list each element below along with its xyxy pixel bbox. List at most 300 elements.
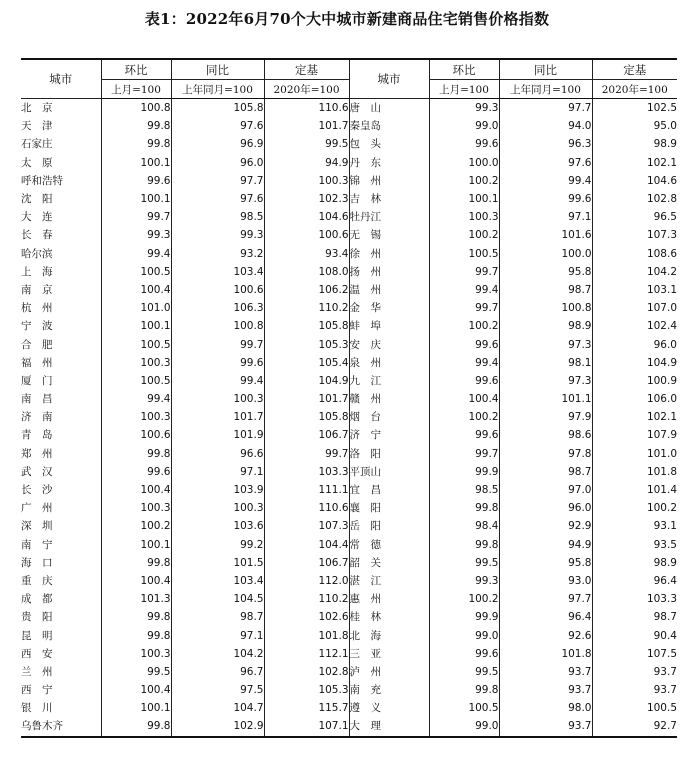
yoy-index-value: 104.2 (171, 645, 264, 663)
mom-base-label-right: 上月=100 (429, 80, 499, 99)
base-index-value: 100.9 (592, 372, 677, 390)
city-name: 襄 阳 (349, 499, 429, 517)
city-name: 宁 波 (21, 320, 53, 333)
yoy-index-value: 102.9 (171, 717, 264, 736)
city-name: 海 口 (21, 556, 53, 569)
yoy-index-value: 98.5 (171, 208, 264, 226)
table-row (21, 572, 677, 590)
table-row (21, 190, 677, 208)
table-row (21, 645, 677, 663)
mom-column-header: 环比 (101, 59, 171, 80)
base-index-value: 96.5 (592, 208, 677, 226)
city-name: 合 肥 (21, 338, 53, 351)
city-name: 厦 门 (21, 374, 53, 387)
base-index-value: 110.6 (264, 499, 349, 517)
yoy-index-value: 93.7 (499, 681, 592, 699)
mom-index-value: 100.1 (101, 699, 171, 717)
base-index-value: 100.3 (264, 172, 349, 190)
city-name: 呼和浩特 (21, 174, 63, 187)
base-index-value: 105.3 (264, 335, 349, 353)
price-index-table (21, 58, 677, 738)
yoy-index-value: 100.3 (171, 499, 264, 517)
city-name: 韶 关 (349, 554, 429, 572)
base-index-value: 107.3 (264, 517, 349, 535)
yoy-index-value: 98.7 (171, 608, 264, 626)
base-index-value: 108.0 (264, 263, 349, 281)
city-name: 温 州 (349, 281, 429, 299)
yoy-base-label: 上年同月=100 (171, 80, 264, 99)
city-name: 三 亚 (349, 645, 429, 663)
mom-index-value: 99.6 (429, 426, 499, 444)
yoy-index-value: 101.1 (499, 390, 592, 408)
mom-index-value: 99.3 (429, 99, 499, 118)
yoy-index-value: 99.4 (171, 372, 264, 390)
table-row (21, 590, 677, 608)
yoy-index-value: 97.1 (171, 463, 264, 481)
yoy-index-value: 96.6 (171, 445, 264, 463)
mom-index-value: 100.1 (101, 154, 171, 172)
yoy-index-value: 98.0 (499, 699, 592, 717)
mom-index-value: 99.4 (101, 245, 171, 263)
base-index-value: 98.9 (592, 135, 677, 153)
yoy-index-value: 99.6 (499, 190, 592, 208)
city-name: 南 宁 (21, 538, 53, 551)
city-name: 赣 州 (349, 390, 429, 408)
table-row (21, 226, 677, 244)
mom-index-value: 99.4 (429, 354, 499, 372)
base-index-value: 102.8 (264, 663, 349, 681)
yoy-base-label-right: 上年同月=100 (499, 80, 592, 99)
base-index-value: 93.4 (264, 245, 349, 263)
city-column-header-right: 城市 (349, 59, 429, 99)
base-index-value: 103.3 (264, 463, 349, 481)
table-title: 表1：2022年6月70个大中城市新建商品住宅销售价格指数 (144, 10, 550, 28)
city-name: 九 江 (349, 372, 429, 390)
city-name: 蚌 埠 (349, 317, 429, 335)
mom-index-value: 99.0 (429, 717, 499, 736)
yoy-index-value: 99.6 (171, 354, 264, 372)
city-name: 郑 州 (21, 447, 53, 460)
city-name: 南 京 (21, 283, 53, 296)
mom-index-value: 99.6 (101, 463, 171, 481)
base-index-value: 102.3 (264, 190, 349, 208)
yoy-index-value: 101.5 (171, 554, 264, 572)
yoy-index-value: 94.0 (499, 117, 592, 135)
yoy-index-value: 99.7 (171, 335, 264, 353)
table-row (21, 117, 677, 135)
mom-index-value: 100.4 (101, 572, 171, 590)
city-name: 银 川 (21, 702, 53, 715)
base-index-value: 112.1 (264, 645, 349, 663)
mom-index-value: 99.0 (429, 117, 499, 135)
city-name: 青 岛 (21, 429, 53, 442)
city-name: 金 华 (349, 299, 429, 317)
mom-index-value: 100.2 (429, 590, 499, 608)
base-index-value: 107.9 (592, 426, 677, 444)
yoy-index-value: 99.3 (171, 226, 264, 244)
yoy-index-value: 96.0 (499, 499, 592, 517)
yoy-index-value: 95.8 (499, 263, 592, 281)
city-name: 济 宁 (349, 426, 429, 444)
base-index-value: 105.3 (264, 681, 349, 699)
base-index-value: 108.6 (592, 245, 677, 263)
city-name: 成 都 (21, 593, 53, 606)
mom-index-value: 99.8 (101, 445, 171, 463)
base-column-header-right: 定基 (592, 59, 677, 80)
yoy-index-value: 96.4 (499, 608, 592, 626)
base-index-value: 100.2 (592, 499, 677, 517)
table-row (21, 699, 677, 717)
table-row (21, 408, 677, 426)
mom-index-value: 99.9 (429, 608, 499, 626)
city-name: 西 宁 (21, 684, 53, 697)
yoy-index-value: 103.4 (171, 572, 264, 590)
base-index-value: 104.6 (264, 208, 349, 226)
yoy-index-value: 98.6 (499, 426, 592, 444)
mom-index-value: 100.5 (429, 699, 499, 717)
table-row (21, 208, 677, 226)
yoy-index-value: 101.7 (171, 408, 264, 426)
city-name: 石家庄 (21, 138, 53, 151)
city-name: 兰 州 (21, 665, 53, 678)
table-row (21, 663, 677, 681)
mom-index-value: 99.4 (429, 281, 499, 299)
city-name: 杭 州 (21, 302, 53, 315)
yoy-index-value: 98.1 (499, 354, 592, 372)
base-index-value: 104.4 (264, 536, 349, 554)
table-row (21, 681, 677, 699)
mom-index-value: 100.1 (101, 317, 171, 335)
mom-index-value: 99.6 (429, 335, 499, 353)
base-index-value: 93.1 (592, 517, 677, 535)
city-name: 扬 州 (349, 263, 429, 281)
base-index-value: 102.6 (264, 608, 349, 626)
mom-index-value: 99.8 (429, 499, 499, 517)
yoy-index-value: 104.5 (171, 590, 264, 608)
mom-base-label: 上月=100 (101, 80, 171, 99)
yoy-index-value: 93.0 (499, 572, 592, 590)
mom-index-value: 100.6 (101, 426, 171, 444)
table-row (21, 517, 677, 535)
yoy-index-value: 97.5 (171, 681, 264, 699)
mom-index-value: 99.6 (429, 645, 499, 663)
yoy-index-value: 106.3 (171, 299, 264, 317)
base-index-value: 112.0 (264, 572, 349, 590)
table-body (21, 99, 677, 737)
table-row (21, 481, 677, 499)
base-index-value: 106.7 (264, 554, 349, 572)
table-row (21, 172, 677, 190)
city-name: 吉 林 (349, 190, 429, 208)
base-index-value: 98.7 (592, 608, 677, 626)
mom-index-value: 99.6 (429, 135, 499, 153)
base-index-value: 101.7 (264, 117, 349, 135)
base-index-value: 104.9 (592, 354, 677, 372)
city-name: 长 沙 (21, 484, 53, 497)
base-index-value: 100.5 (592, 699, 677, 717)
yoy-index-value: 96.9 (171, 135, 264, 153)
yoy-index-value: 103.9 (171, 481, 264, 499)
base-index-value: 102.5 (592, 99, 677, 118)
table-row (21, 299, 677, 317)
base-index-value: 96.4 (592, 572, 677, 590)
base-index-value: 107.0 (592, 299, 677, 317)
fixed-base-label: 2020年=100 (264, 80, 349, 99)
mom-index-value: 99.7 (429, 445, 499, 463)
table-row (21, 154, 677, 172)
city-name: 大 理 (349, 717, 429, 736)
yoy-column-header: 同比 (171, 59, 264, 80)
base-index-value: 101.7 (264, 390, 349, 408)
mom-index-value: 100.3 (429, 208, 499, 226)
city-name: 昆 明 (21, 629, 53, 642)
yoy-index-value: 93.7 (499, 717, 592, 736)
base-index-value: 93.7 (592, 663, 677, 681)
yoy-index-value: 101.9 (171, 426, 264, 444)
mom-index-value: 100.2 (429, 172, 499, 190)
yoy-index-value: 96.3 (499, 135, 592, 153)
base-index-value: 101.8 (264, 626, 349, 644)
city-name: 遵 义 (349, 699, 429, 717)
yoy-index-value: 101.6 (499, 226, 592, 244)
yoy-index-value: 97.3 (499, 372, 592, 390)
mom-index-value: 98.5 (429, 481, 499, 499)
base-index-value: 93.7 (592, 681, 677, 699)
yoy-index-value: 93.7 (499, 663, 592, 681)
mom-index-value: 99.5 (101, 663, 171, 681)
city-name: 牡丹江 (349, 208, 429, 226)
mom-index-value: 99.8 (101, 626, 171, 644)
yoy-index-value: 97.7 (171, 172, 264, 190)
yoy-index-value: 98.7 (499, 281, 592, 299)
mom-index-value: 100.5 (101, 335, 171, 353)
table-row (21, 99, 677, 118)
base-index-value: 105.8 (264, 408, 349, 426)
mom-index-value: 100.3 (101, 354, 171, 372)
city-name: 哈尔滨 (21, 247, 53, 260)
mom-index-value: 100.1 (101, 536, 171, 554)
mom-index-value: 100.2 (429, 408, 499, 426)
city-name: 济 南 (21, 411, 53, 424)
mom-index-value: 101.3 (101, 590, 171, 608)
table-row (21, 463, 677, 481)
table-row (21, 354, 677, 372)
yoy-index-value: 100.8 (499, 299, 592, 317)
city-name: 天 津 (21, 120, 53, 133)
mom-index-value: 100.1 (429, 190, 499, 208)
fixed-base-label-right: 2020年=100 (592, 80, 677, 99)
yoy-index-value: 92.9 (499, 517, 592, 535)
table-row (21, 372, 677, 390)
city-name: 无 锡 (349, 226, 429, 244)
yoy-index-value: 97.6 (171, 190, 264, 208)
city-name: 惠 州 (349, 590, 429, 608)
yoy-index-value: 97.6 (499, 154, 592, 172)
base-index-value: 102.4 (592, 317, 677, 335)
mom-index-value: 99.4 (101, 390, 171, 408)
table-row (21, 335, 677, 353)
city-name: 湛 江 (349, 572, 429, 590)
yoy-index-value: 100.0 (499, 245, 592, 263)
base-index-value: 95.0 (592, 117, 677, 135)
base-index-value: 99.5 (264, 135, 349, 153)
yoy-index-value: 104.7 (171, 699, 264, 717)
city-name: 秦皇岛 (349, 117, 429, 135)
city-name: 安 庆 (349, 335, 429, 353)
yoy-index-value: 92.6 (499, 626, 592, 644)
base-index-value: 104.9 (264, 372, 349, 390)
mom-index-value: 99.8 (429, 536, 499, 554)
mom-index-value: 99.8 (429, 681, 499, 699)
city-name: 重 庆 (21, 574, 53, 587)
yoy-index-value: 100.3 (171, 390, 264, 408)
city-name: 福 州 (21, 356, 53, 369)
mom-index-value: 99.0 (429, 626, 499, 644)
city-name: 上 海 (21, 265, 53, 278)
table-row (21, 626, 677, 644)
base-index-value: 106.2 (264, 281, 349, 299)
city-name: 乌鲁木齐 (21, 717, 101, 736)
yoy-index-value: 97.7 (499, 590, 592, 608)
mom-index-value: 99.3 (101, 226, 171, 244)
yoy-index-value: 103.6 (171, 517, 264, 535)
yoy-index-value: 98.9 (499, 317, 592, 335)
yoy-index-value: 100.8 (171, 317, 264, 335)
base-index-value: 110.2 (264, 299, 349, 317)
table-row (21, 445, 677, 463)
mom-index-value: 99.7 (101, 208, 171, 226)
city-name: 烟 台 (349, 408, 429, 426)
city-name: 桂 林 (349, 608, 429, 626)
table-row (21, 135, 677, 153)
base-index-value: 98.9 (592, 554, 677, 572)
table-row (21, 499, 677, 517)
mom-index-value: 99.8 (101, 717, 171, 736)
base-index-value: 101.0 (592, 445, 677, 463)
city-name: 北 京 (21, 102, 53, 115)
base-index-value: 103.1 (592, 281, 677, 299)
mom-index-value: 99.6 (101, 172, 171, 190)
mom-index-value: 99.8 (101, 608, 171, 626)
mom-index-value: 99.6 (429, 372, 499, 390)
mom-index-value: 100.2 (429, 226, 499, 244)
mom-index-value: 101.0 (101, 299, 171, 317)
base-index-value: 105.8 (264, 317, 349, 335)
city-name: 丹 东 (349, 154, 429, 172)
mom-index-value: 100.5 (101, 372, 171, 390)
yoy-index-value: 97.3 (499, 335, 592, 353)
mom-index-value: 100.4 (101, 681, 171, 699)
mom-index-value: 99.8 (101, 554, 171, 572)
base-column-header: 定基 (264, 59, 349, 80)
yoy-index-value: 101.8 (499, 645, 592, 663)
yoy-index-value: 97.8 (499, 445, 592, 463)
yoy-index-value: 99.2 (171, 536, 264, 554)
yoy-index-value: 96.0 (171, 154, 264, 172)
table-row (21, 245, 677, 263)
base-index-value: 93.5 (592, 536, 677, 554)
table-row (21, 263, 677, 281)
city-name: 洛 阳 (349, 445, 429, 463)
city-name: 长 春 (21, 229, 53, 242)
city-name: 泉 州 (349, 354, 429, 372)
mom-index-value: 98.4 (429, 517, 499, 535)
base-index-value: 110.2 (264, 590, 349, 608)
table-row (21, 717, 677, 736)
base-index-value: 107.5 (592, 645, 677, 663)
yoy-index-value: 97.9 (499, 408, 592, 426)
city-name: 太 原 (21, 156, 53, 169)
city-name: 徐 州 (349, 245, 429, 263)
base-index-value: 103.3 (592, 590, 677, 608)
yoy-index-value: 105.8 (171, 99, 264, 118)
yoy-index-value: 99.4 (499, 172, 592, 190)
mom-index-value: 99.7 (429, 299, 499, 317)
mom-index-value: 99.8 (101, 135, 171, 153)
city-name: 常 德 (349, 536, 429, 554)
mom-index-value: 99.5 (429, 554, 499, 572)
base-index-value: 100.6 (264, 226, 349, 244)
base-index-value: 104.6 (592, 172, 677, 190)
city-name: 南 昌 (21, 393, 53, 406)
yoy-index-value: 93.2 (171, 245, 264, 263)
mom-index-value: 100.2 (101, 517, 171, 535)
mom-index-value: 100.0 (429, 154, 499, 172)
mom-index-value: 100.3 (101, 645, 171, 663)
yoy-index-value: 100.6 (171, 281, 264, 299)
mom-index-value: 100.1 (101, 190, 171, 208)
yoy-index-value: 97.7 (499, 99, 592, 118)
base-index-value: 110.6 (264, 99, 349, 118)
mom-index-value: 100.8 (101, 99, 171, 118)
city-name: 宜 昌 (349, 481, 429, 499)
base-index-value: 106.0 (592, 390, 677, 408)
base-index-value: 105.4 (264, 354, 349, 372)
base-index-value: 107.3 (592, 226, 677, 244)
table-row (21, 554, 677, 572)
city-name: 广 州 (21, 502, 53, 515)
mom-index-value: 100.3 (101, 499, 171, 517)
base-index-value: 94.9 (264, 154, 349, 172)
yoy-index-value: 97.6 (171, 117, 264, 135)
base-index-value: 104.2 (592, 263, 677, 281)
mom-index-value: 100.5 (101, 263, 171, 281)
yoy-column-header-right: 同比 (499, 59, 592, 80)
base-index-value: 102.8 (592, 190, 677, 208)
yoy-index-value: 97.1 (499, 208, 592, 226)
mom-index-value: 100.2 (429, 317, 499, 335)
city-name: 西 安 (21, 647, 53, 660)
mom-column-header-right: 环比 (429, 59, 499, 80)
city-name: 深 圳 (21, 520, 53, 533)
base-index-value: 92.7 (592, 717, 677, 736)
yoy-index-value: 97.0 (499, 481, 592, 499)
base-index-value: 111.1 (264, 481, 349, 499)
mom-index-value: 99.7 (429, 263, 499, 281)
city-name: 武 汉 (21, 465, 53, 478)
city-name: 贵 阳 (21, 611, 53, 624)
base-index-value: 115.7 (264, 699, 349, 717)
base-index-value: 96.0 (592, 335, 677, 353)
city-name: 南 充 (349, 681, 429, 699)
yoy-index-value: 98.7 (499, 463, 592, 481)
yoy-index-value: 97.1 (171, 626, 264, 644)
table-row (21, 426, 677, 444)
table-row (21, 536, 677, 554)
yoy-index-value: 94.9 (499, 536, 592, 554)
mom-index-value: 99.5 (429, 663, 499, 681)
city-name: 锦 州 (349, 172, 429, 190)
